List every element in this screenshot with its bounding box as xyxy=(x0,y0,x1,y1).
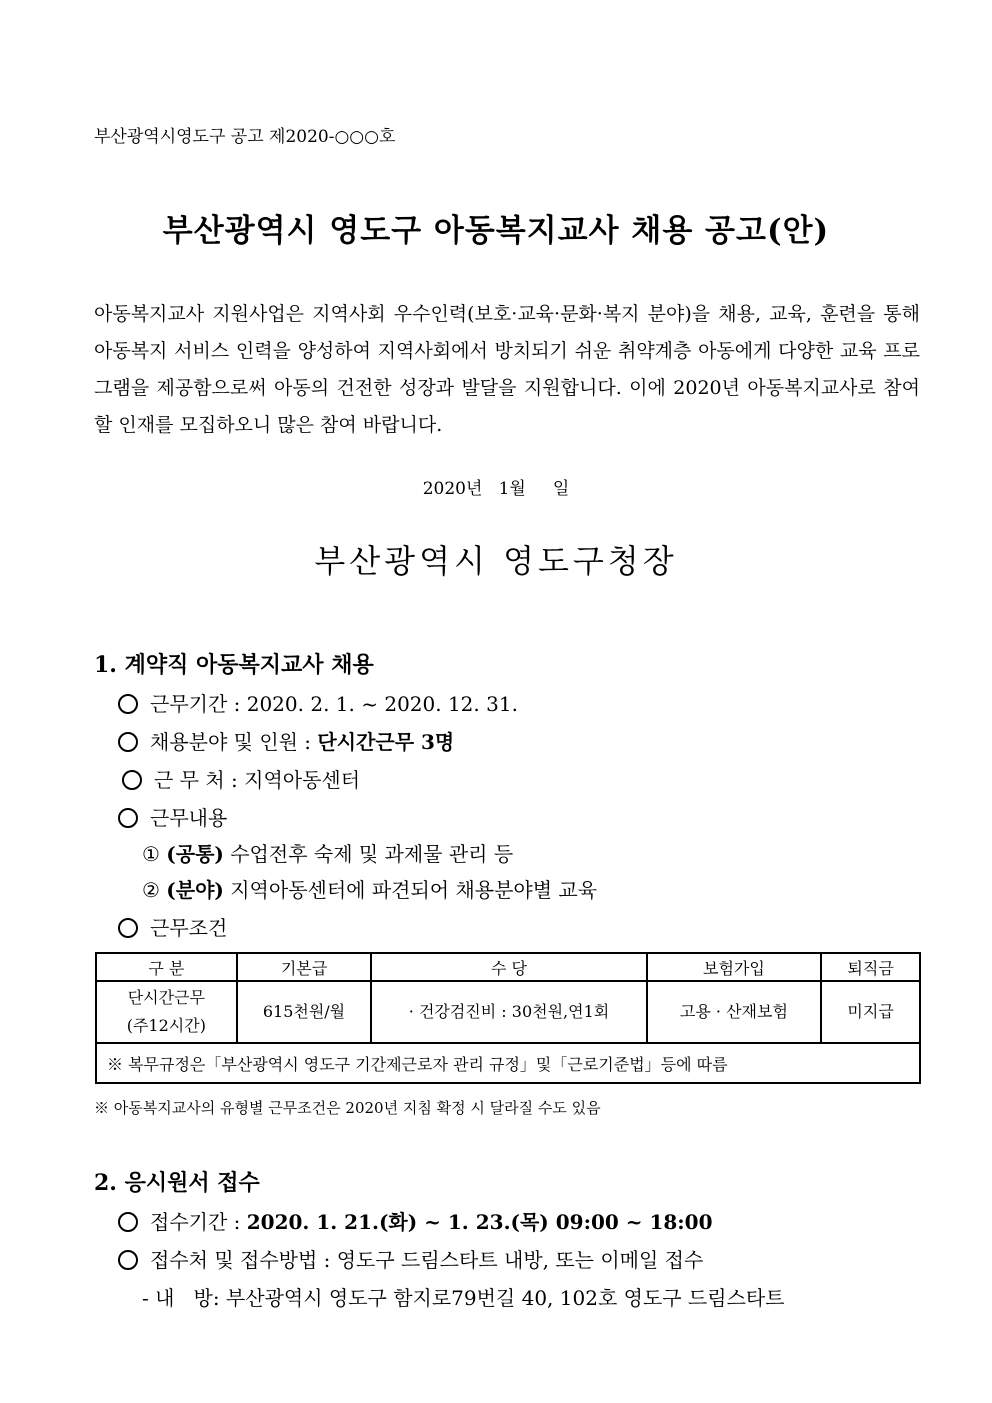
work-condition xyxy=(118,912,227,941)
duty-common-number: ① xyxy=(142,842,167,866)
cell-category-line2: (주12시간) xyxy=(126,1016,206,1035)
cell-allowance: · 건강검진비 : 30천원,연1회 xyxy=(371,981,646,1043)
circle-bullet-icon xyxy=(118,918,138,938)
footnote: ※ 아동복지교사의 유형별 근무조건은 2020년 지침 확정 시 달라질 수도 있음 xyxy=(94,1099,601,1117)
table-note: ※ 복무규정은「부산광역시 영도구 기간제근로자 관리 규정」및「근로기준법」등에 따름 xyxy=(96,1043,920,1083)
work-period xyxy=(118,688,518,717)
cell-base-pay: 615천원/월 xyxy=(237,981,372,1043)
apply-method xyxy=(118,1244,703,1273)
recruit-field xyxy=(118,726,454,755)
table-note-row xyxy=(96,1043,920,1083)
cell-category-line1: 단시간근무 xyxy=(127,988,205,1007)
duty-field-tag: (분야) xyxy=(166,878,224,902)
work-period-text: 근무기간 : 2020. 2. 1. ~ 2020. 12. 31. xyxy=(150,692,518,716)
circle-bullet-icon xyxy=(118,732,138,752)
duty-field-text: 지역아동센터에 파견되어 채용분야별 교육 xyxy=(223,878,598,902)
section2-heading: 2. 응시원서 접수 xyxy=(94,1170,260,1196)
table-header-row xyxy=(96,953,920,981)
duty-field xyxy=(142,874,597,903)
recruit-field-value: 단시간근무 3명 xyxy=(317,730,455,754)
notice-number: 부산광역시영도구 공고 제2020-○○○호 xyxy=(94,127,396,147)
apply-visit: - 내 방: 부산광역시 영도구 함지로79번길 40, 102호 영도구 드림스타트 xyxy=(142,1286,785,1310)
work-condition-label: 근무조건 xyxy=(150,916,228,940)
circle-bullet-icon xyxy=(118,1250,138,1270)
duty-field-number: ② xyxy=(142,878,167,902)
intro-paragraph xyxy=(94,296,920,444)
header-severance: 퇴직금 xyxy=(821,953,920,981)
circle-bullet-icon xyxy=(118,808,138,828)
header-insurance: 보험가입 xyxy=(647,953,822,981)
duty-common-tag: (공통) xyxy=(166,842,224,866)
table-row xyxy=(96,981,920,1043)
apply-method-text: 접수처 및 접수방법 : 영도구 드림스타트 내방, 또는 이메일 접수 xyxy=(150,1248,704,1272)
section1-heading: 1. 계약직 아동복지교사 채용 xyxy=(94,652,374,678)
work-duty xyxy=(118,802,227,831)
issuer-name: 부산광역시 영도구청장 xyxy=(314,542,678,580)
page-title: 부산광역시 영도구 아동복지교사 채용 공고(안) xyxy=(162,213,830,249)
circle-bullet-icon xyxy=(118,694,138,714)
apply-period-value: 2020. 1. 21.(화) ~ 1. 23.(목) 09:00 ~ 18:00 xyxy=(246,1210,713,1234)
work-place xyxy=(122,764,360,793)
apply-period xyxy=(118,1206,713,1235)
header-base-pay: 기본급 xyxy=(237,953,372,981)
duty-common xyxy=(142,838,513,867)
circle-bullet-icon xyxy=(118,1212,138,1232)
apply-period-label: 접수기간 : xyxy=(150,1210,247,1234)
recruit-field-label: 채용분야 및 인원 : xyxy=(150,730,318,754)
notice-date: 2020년 1월 일 xyxy=(422,479,570,499)
header-category: 구 분 xyxy=(96,953,237,981)
duty-common-text: 수업전후 숙제 및 과제물 관리 등 xyxy=(223,842,514,866)
intro-text: 아동복지교사 지원사업은 지역사회 우수인력(보호·교육·문화·복지 분야)을 채용, 교육, 훈련을 통해 아동복지 서비스 인력을 양성하여 지역사회에서 방치되기 쉬운 취약계층 아동에게 다양한 교육 프로그램을 제공함으로써 아동의 건전한 성장과 발달을 지원합니다. 이에 2020년 아동복지교사로 참여할 인재를 모집하오니 많은 참여 바랍니다. xyxy=(94,303,920,436)
work-place-text: 근 무 처 : 지역아동센터 xyxy=(154,768,361,792)
work-duty-label: 근무내용 xyxy=(150,806,228,830)
header-allowance: 수 당 xyxy=(371,953,646,981)
circle-bullet-icon xyxy=(122,770,142,790)
cell-severance: 미지급 xyxy=(821,981,920,1043)
cell-category xyxy=(96,981,237,1043)
cell-insurance: 고용 · 산재보험 xyxy=(647,981,822,1043)
condition-table xyxy=(95,952,921,1084)
